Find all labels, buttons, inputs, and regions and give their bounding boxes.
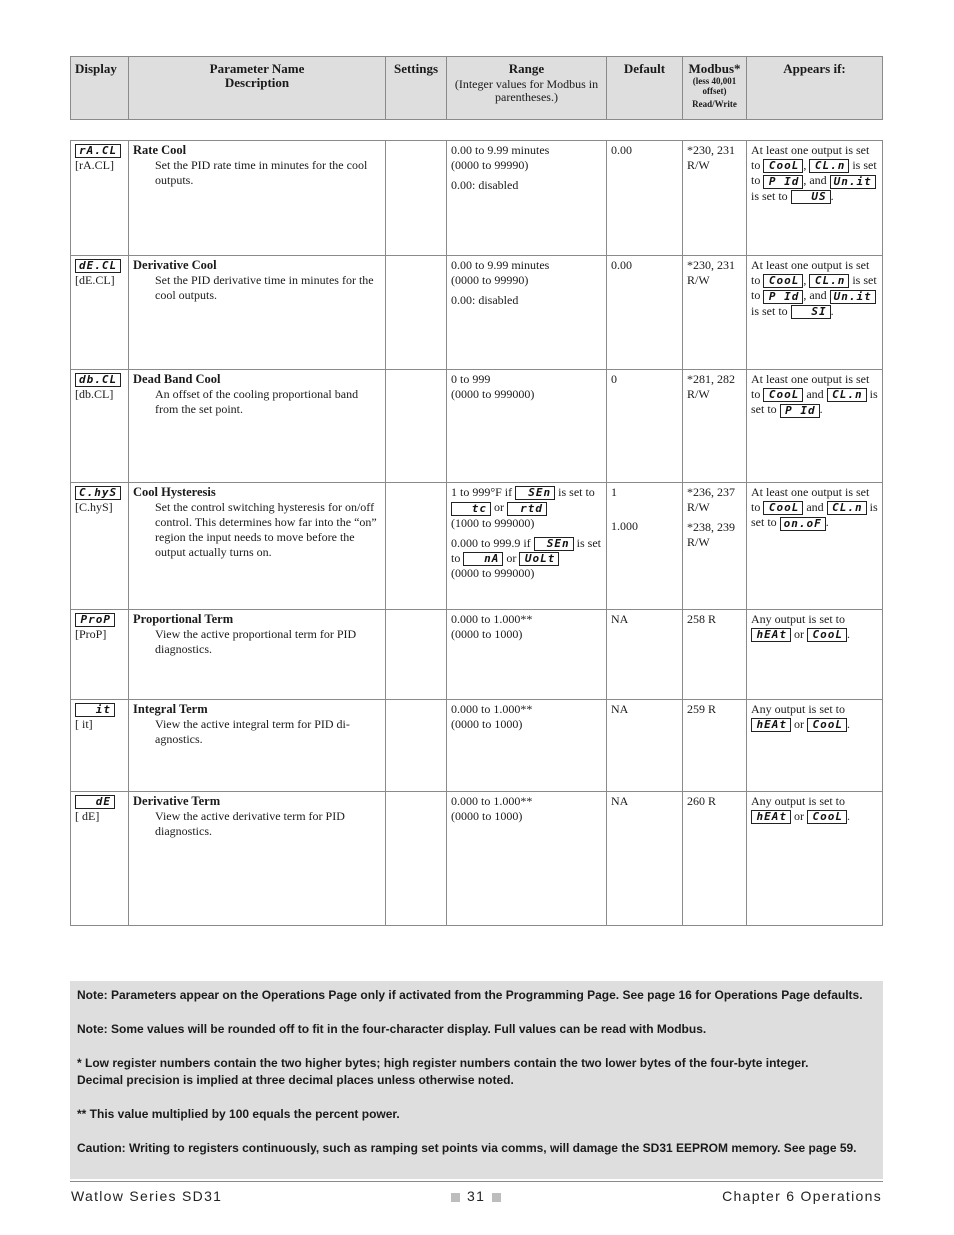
- lcd-display: it: [75, 703, 115, 717]
- header-param-desc: Description: [224, 75, 290, 90]
- header-range: [447, 57, 607, 119]
- header-modbus-title: Modbus*: [688, 61, 741, 76]
- appears-text: or: [794, 627, 804, 641]
- lcd-value: US: [791, 190, 831, 204]
- display-code: [C.hyS]: [75, 500, 113, 515]
- range-condition: [451, 485, 603, 531]
- note-register-bytes: [77, 1055, 876, 1089]
- display-code: [ProP]: [75, 627, 107, 642]
- parameter-description: Set the control switching hysteresis for on/off control. This determines how far into the “on” region the input needs to move before the output actually turns on.: [155, 500, 377, 559]
- appears-text: At least one output is set to: [751, 143, 870, 172]
- range-text: is set to: [558, 485, 595, 499]
- default-cell: [607, 792, 683, 925]
- appears-text: .: [830, 303, 834, 318]
- lcd-display: dE: [75, 795, 115, 809]
- appears-cell: [747, 256, 882, 369]
- parameter-name: Derivative Cool: [133, 258, 217, 272]
- default-value: 0.00: [611, 143, 632, 157]
- appears-cell: [747, 483, 882, 609]
- parameter-cell: [129, 370, 386, 482]
- appears-text: or: [794, 809, 804, 823]
- modbus-rw: R/W: [687, 273, 710, 287]
- appears-text: Any output is set to: [751, 702, 846, 716]
- display-code: [rA.CL]: [75, 158, 114, 173]
- range-text: 1 to 999°F if: [451, 485, 513, 499]
- range-line: (0000 to 1000): [451, 809, 523, 823]
- table-row: [71, 255, 882, 369]
- settings-cell: [386, 792, 447, 925]
- lcd-display: rA.CL: [75, 144, 121, 158]
- parameter-cell: [129, 700, 386, 791]
- settings-cell: [386, 256, 447, 369]
- parameter-description: An offset of the cooling proportional band from the set point.: [155, 387, 359, 416]
- lcd-value: CooL: [763, 501, 803, 515]
- square-icon: [451, 1193, 460, 1202]
- parameter-description: Set the PID derivative time in minutes for the cool outputs.: [155, 273, 374, 302]
- appears-text: At least one output is set to: [751, 258, 870, 287]
- parameter-cell: [129, 141, 386, 255]
- default-value: 0.00: [611, 258, 632, 272]
- settings-cell: [386, 700, 447, 791]
- appears-text: is set to: [751, 387, 878, 417]
- display-code: [db.CL]: [75, 387, 114, 402]
- footer-chapter: Chapter 6 Operations: [722, 1188, 882, 1204]
- range-line: (0000 to 1000): [451, 627, 523, 641]
- modbus-register: *230, 231: [687, 143, 735, 157]
- modbus-cell: [683, 256, 747, 369]
- header-modbus-sub: (less 40,001 offset): [692, 76, 737, 96]
- appears-cell: [747, 700, 882, 791]
- modbus-cell: [683, 370, 747, 482]
- parameter-cell: [129, 256, 386, 369]
- display-cell: [71, 610, 129, 699]
- appears-text: , and: [803, 173, 827, 188]
- modbus-rw: R/W: [687, 535, 710, 549]
- lcd-value: Un.it: [830, 175, 876, 189]
- appears-text: and: [806, 387, 824, 401]
- header-appears: Appears if:: [783, 61, 846, 76]
- display-cell: [71, 256, 129, 369]
- appears-text: At least one output is set to: [751, 485, 870, 514]
- range-line: 0.000 to 1.000**: [451, 612, 533, 626]
- appears-text: At least one output is set to: [751, 372, 870, 401]
- parameter-name: Derivative Term: [133, 794, 221, 808]
- range-cell: [447, 370, 607, 482]
- range-line: 0 to 999: [451, 372, 491, 386]
- modbus-register: *281, 282: [687, 372, 735, 386]
- lcd-value: SI: [791, 305, 831, 319]
- lcd-value: P Id: [780, 404, 820, 418]
- range-line: (0000 to 99990): [451, 273, 529, 287]
- range-line: (0000 to 1000): [451, 717, 523, 731]
- settings-cell: [386, 483, 447, 609]
- parameter-name: Cool Hysteresis: [133, 485, 216, 499]
- default-cell: [607, 370, 683, 482]
- footer-rule: [70, 1181, 883, 1182]
- range-cell: [447, 700, 607, 791]
- modbus-register: 258 R: [687, 612, 717, 626]
- modbus-register: *230, 231: [687, 258, 735, 272]
- notes-box: [70, 981, 883, 1179]
- note-percent-power: ** This value multiplied by 100 equals the percent power.: [77, 1107, 400, 1121]
- default-cell: [607, 256, 683, 369]
- appears-text: is set to: [751, 188, 788, 203]
- default-cell: [607, 483, 683, 609]
- default-value: NA: [611, 794, 629, 808]
- lcd-value: tc: [451, 502, 491, 516]
- lcd-value: CooL: [763, 274, 803, 288]
- default-value: NA: [611, 612, 629, 626]
- lcd-value: P Id: [763, 175, 803, 189]
- appears-text: ,: [803, 273, 807, 287]
- appears-text: ,: [803, 158, 807, 172]
- appears-text: .: [825, 515, 829, 530]
- range-cell: [447, 256, 607, 369]
- lcd-value: hEAt: [751, 810, 791, 824]
- range-line: (0000 to 99990): [451, 158, 529, 172]
- appears-text: is set to: [751, 158, 877, 188]
- parameter-cell: [129, 483, 386, 609]
- lcd-display: ProP: [75, 613, 115, 627]
- range-line: (0000 to 999000): [451, 387, 535, 401]
- lcd-value: UoLt: [519, 552, 559, 566]
- display-cell: [71, 792, 129, 925]
- note-caution: Caution: Writing to registers continuously, such as ramping set points via comms, will damage the SD31 EEPROM memory. See page 59.: [77, 1141, 857, 1155]
- range-cell: [447, 141, 607, 255]
- lcd-display: C.hyS: [75, 486, 121, 500]
- footer-title: Watlow Series SD31: [71, 1188, 223, 1204]
- appears-text: .: [830, 188, 834, 203]
- range-text: (1000 to 999000): [451, 515, 535, 530]
- lcd-value: CL.n: [827, 388, 867, 402]
- modbus-cell: [683, 141, 747, 255]
- range-note: 0.00: disabled: [451, 178, 519, 192]
- lcd-display: db.CL: [75, 373, 121, 387]
- lcd-value: CooL: [807, 718, 847, 732]
- header-default: Default: [607, 57, 683, 119]
- appears-text: .: [847, 627, 850, 641]
- range-condition: [451, 536, 603, 582]
- lcd-value: Un.it: [830, 290, 876, 304]
- modbus-cell: [683, 792, 747, 925]
- table-row: [71, 699, 882, 791]
- note-rounding: Note: Some values will be rounded off to fit in the four-character display. Full values can be read with Modbus.: [77, 1022, 707, 1036]
- range-line: 0.000 to 1.000**: [451, 794, 533, 808]
- header-range-title: Range: [508, 61, 545, 76]
- range-line: 0.00 to 9.99 minutes: [451, 143, 550, 157]
- modbus-cell: [683, 610, 747, 699]
- modbus-register: 259 R: [687, 702, 717, 716]
- page-number: 31: [467, 1188, 486, 1204]
- appears-text: and: [806, 500, 824, 514]
- appears-text: is set to: [751, 500, 878, 530]
- header-param-name: Parameter Name: [209, 61, 305, 76]
- parameter-description: Set the PID rate time in minutes for the cool outputs.: [155, 158, 368, 187]
- appears-text: .: [847, 809, 850, 823]
- parameter-description: View the active derivative term for PID diagnostics.: [155, 809, 345, 838]
- parameter-name: Rate Cool: [133, 143, 187, 157]
- appears-cell: [747, 792, 882, 925]
- footer-page: [444, 1188, 508, 1204]
- parameter-description: View the active proportional term for PID diagnostics.: [155, 627, 357, 656]
- appears-text: Any output is set to: [751, 612, 846, 626]
- note-decimal-line: Decimal precision is implied at three decimal places unless otherwise noted.: [77, 1073, 514, 1087]
- display-code: [ it]: [75, 717, 93, 732]
- range-cell: [447, 610, 607, 699]
- appears-text: is set to: [751, 303, 788, 318]
- header-settings: Settings: [386, 57, 447, 119]
- range-text: or: [506, 550, 517, 565]
- range-cell: [447, 483, 607, 609]
- lcd-value: CL.n: [827, 501, 867, 515]
- range-text: 0.000 to 999.9 if: [451, 535, 531, 550]
- default-cell: [607, 700, 683, 791]
- modbus-register: 260 R: [687, 794, 717, 808]
- lcd-value: nA: [463, 552, 503, 566]
- modbus-register: *238, 239: [687, 520, 735, 534]
- lcd-value: P Id: [763, 290, 803, 304]
- default-cell: [607, 610, 683, 699]
- lcd-value: hEAt: [751, 718, 791, 732]
- default-value: 1: [611, 485, 617, 499]
- parameter-cell: [129, 610, 386, 699]
- range-text: (0000 to 999000): [451, 566, 535, 580]
- modbus-cell: [683, 700, 747, 791]
- display-code: [ dE]: [75, 809, 100, 824]
- table-row: [71, 141, 882, 255]
- header-range-sub: (Integer values for Modbus in parentheses.): [454, 77, 599, 104]
- lcd-value: on.oF: [780, 517, 826, 531]
- lcd-value: SEn: [534, 537, 574, 551]
- parameter-name: Proportional Term: [133, 612, 234, 626]
- lcd-value: SEn: [515, 486, 555, 500]
- display-cell: [71, 141, 129, 255]
- range-note: 0.00: disabled: [451, 293, 519, 307]
- default-value: 1.000: [611, 519, 638, 533]
- range-line: 0.000 to 1.000**: [451, 702, 533, 716]
- table-header: [70, 56, 883, 120]
- parameter-description: View the active integral term for PID di- agnostics.: [155, 717, 350, 746]
- settings-cell: [386, 610, 447, 699]
- table-row: [71, 609, 882, 699]
- parameter-table: [70, 140, 883, 926]
- range-text: is set to: [451, 535, 602, 565]
- appears-cell: [747, 141, 882, 255]
- lcd-value: CL.n: [809, 159, 849, 173]
- settings-cell: [386, 370, 447, 482]
- parameter-name: Integral Term: [133, 702, 208, 716]
- lcd-value: CooL: [763, 388, 803, 402]
- display-cell: [71, 483, 129, 609]
- header-display: Display: [71, 57, 129, 119]
- appears-cell: [747, 610, 882, 699]
- appears-text: , and: [803, 288, 827, 303]
- settings-cell: [386, 141, 447, 255]
- range-cell: [447, 792, 607, 925]
- default-cell: [607, 141, 683, 255]
- lcd-value: CooL: [807, 628, 847, 642]
- note-operations-page: Note: Parameters appear on the Operations Page only if activated from the Programming Page. See page 16 for Operations Page defaults.: [77, 988, 863, 1002]
- lcd-value: CooL: [763, 159, 803, 173]
- default-value: NA: [611, 702, 629, 716]
- default-value: 0: [611, 372, 617, 386]
- appears-text: .: [847, 717, 850, 731]
- appears-text: .: [819, 402, 823, 417]
- appears-text: is set to: [751, 273, 877, 303]
- appears-cell: [747, 370, 882, 482]
- table-row: [71, 369, 882, 482]
- display-code: [dE.CL]: [75, 273, 115, 288]
- lcd-value: CooL: [807, 810, 847, 824]
- header-parameter: [129, 57, 386, 119]
- display-cell: [71, 700, 129, 791]
- modbus-rw: R/W: [687, 158, 710, 172]
- modbus-rw: R/W: [687, 387, 710, 401]
- lcd-value: hEAt: [751, 628, 791, 642]
- note-register-line: * Low register numbers contain the two higher bytes; high register numbers contain the two lower bytes of the four-byte integer.: [77, 1056, 809, 1070]
- appears-text: Any output is set to: [751, 794, 846, 808]
- modbus-cell: [683, 483, 747, 609]
- header-modbus-rw: Read/Write: [692, 99, 737, 109]
- table-row: [71, 482, 882, 609]
- modbus-rw: R/W: [687, 500, 710, 514]
- table-row: [71, 791, 882, 925]
- lcd-value: rtd: [507, 502, 547, 516]
- appears-text: or: [794, 717, 804, 731]
- range-text: or: [494, 500, 504, 515]
- lcd-display: dE.CL: [75, 259, 121, 273]
- lcd-value: CL.n: [809, 274, 849, 288]
- modbus-register: *236, 237: [687, 485, 735, 499]
- square-icon: [492, 1193, 501, 1202]
- parameter-cell: [129, 792, 386, 925]
- display-cell: [71, 370, 129, 482]
- range-line: 0.00 to 9.99 minutes: [451, 258, 550, 272]
- parameter-name: Dead Band Cool: [133, 372, 221, 386]
- header-modbus: [683, 57, 747, 119]
